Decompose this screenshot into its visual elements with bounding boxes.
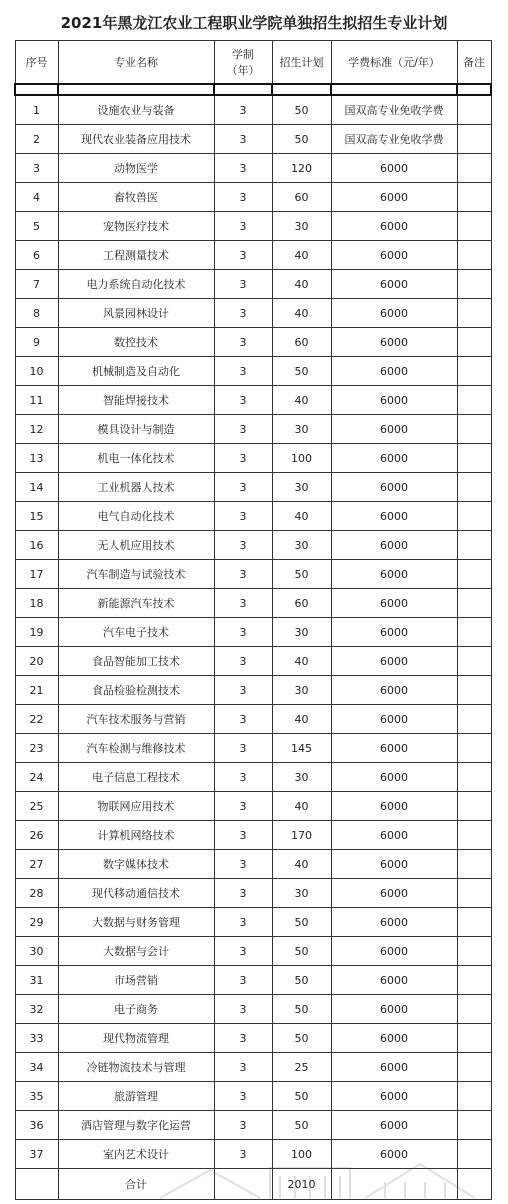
- row-years: 3: [214, 589, 272, 618]
- row-fee: 6000: [331, 502, 457, 531]
- row-plan: 30: [272, 879, 331, 908]
- row-note: [457, 1053, 491, 1082]
- table-row: [15, 125, 491, 154]
- row-years: 3: [214, 1082, 272, 1111]
- row-fee: 6000: [331, 241, 457, 270]
- row-years: 3: [214, 95, 272, 125]
- row-note: [457, 154, 491, 183]
- row-major-name: 电子信息工程技术: [58, 763, 214, 792]
- row-fee: 6000: [331, 560, 457, 589]
- row-fee: 6000: [331, 792, 457, 821]
- row-fee: 6000: [331, 676, 457, 705]
- row-note: [457, 560, 491, 589]
- row-major-name: 设施农业与装备: [58, 95, 214, 125]
- row-major-name: 汽车制造与试验技术: [58, 560, 214, 589]
- table-row: [15, 241, 491, 270]
- row-fee: 6000: [331, 995, 457, 1024]
- table-row: [15, 415, 491, 444]
- row-note: [457, 966, 491, 995]
- row-plan: 40: [272, 299, 331, 328]
- total-plan: 2010: [272, 1169, 331, 1200]
- row-plan: 170: [272, 821, 331, 850]
- row-fee: 6000: [331, 879, 457, 908]
- header-years-line2: （年）: [226, 64, 260, 77]
- header-plan: 招生计划: [272, 41, 331, 85]
- row-major-name: 电力系统自动化技术: [58, 270, 214, 299]
- page-title: 2021年黑龙江农业工程职业学院单独招生拟招生专业计划: [60, 14, 448, 32]
- table-row: [15, 937, 491, 966]
- header-note: 备注: [457, 41, 491, 85]
- row-plan: 50: [272, 937, 331, 966]
- row-fee: 6000: [331, 1053, 457, 1082]
- table-row: [15, 95, 491, 125]
- row-index: 10: [15, 357, 58, 386]
- row-fee: 6000: [331, 1111, 457, 1140]
- row-index: 14: [15, 473, 58, 502]
- table-row: [15, 763, 491, 792]
- row-fee: 6000: [331, 473, 457, 502]
- row-fee: 6000: [331, 357, 457, 386]
- row-index: 33: [15, 1024, 58, 1053]
- row-note: [457, 937, 491, 966]
- row-note: [457, 299, 491, 328]
- row-major-name: 现代物流管理: [58, 1024, 214, 1053]
- row-major-name: 机电一体化技术: [58, 444, 214, 473]
- row-fee: 6000: [331, 734, 457, 763]
- row-major-name: 旅游管理: [58, 1082, 214, 1111]
- row-major-name: 新能源汽车技术: [58, 589, 214, 618]
- row-plan: 50: [272, 966, 331, 995]
- row-plan: 50: [272, 560, 331, 589]
- spacer-cell: [15, 84, 58, 95]
- table-row: [15, 821, 491, 850]
- spacer-cell: [331, 84, 457, 95]
- row-major-name: 室内艺术设计: [58, 1140, 214, 1169]
- table-row: [15, 531, 491, 560]
- header-fee: 学费标准（元/年）: [331, 41, 457, 85]
- row-years: 3: [214, 792, 272, 821]
- spacer-cell: [214, 84, 272, 95]
- row-major-name: 数控技术: [58, 328, 214, 357]
- table-row: [15, 357, 491, 386]
- row-fee: 6000: [331, 415, 457, 444]
- row-years: 3: [214, 386, 272, 415]
- row-fee: 6000: [331, 589, 457, 618]
- row-note: [457, 357, 491, 386]
- table-row: [15, 995, 491, 1024]
- row-note: [457, 676, 491, 705]
- row-fee: 6000: [331, 618, 457, 647]
- table-row: [15, 270, 491, 299]
- row-fee: 6000: [331, 444, 457, 473]
- table-row: [15, 734, 491, 763]
- row-years: 3: [214, 531, 272, 560]
- row-plan: 30: [272, 676, 331, 705]
- table-row: [15, 908, 491, 937]
- row-years: 3: [214, 154, 272, 183]
- row-note: [457, 212, 491, 241]
- row-fee: 6000: [331, 212, 457, 241]
- table-row: [15, 1111, 491, 1140]
- row-plan: 30: [272, 212, 331, 241]
- row-major-name: 工程测量技术: [58, 241, 214, 270]
- row-years: 3: [214, 444, 272, 473]
- row-years: 3: [214, 1140, 272, 1169]
- row-major-name: 工业机器人技术: [58, 473, 214, 502]
- row-plan: 40: [272, 850, 331, 879]
- row-fee: 6000: [331, 647, 457, 676]
- row-years: 3: [214, 734, 272, 763]
- row-years: 3: [214, 879, 272, 908]
- row-note: [457, 502, 491, 531]
- table-row: [15, 560, 491, 589]
- row-major-name: 汽车技术服务与营销: [58, 705, 214, 734]
- row-index: 15: [15, 502, 58, 531]
- row-index: 26: [15, 821, 58, 850]
- table-row: [15, 386, 491, 415]
- row-fee: 6000: [331, 154, 457, 183]
- table-row: [15, 299, 491, 328]
- row-years: 3: [214, 357, 272, 386]
- row-major-name: 计算机网络技术: [58, 821, 214, 850]
- row-note: [457, 647, 491, 676]
- row-index: 34: [15, 1053, 58, 1082]
- row-plan: 50: [272, 95, 331, 125]
- row-major-name: 电气自动化技术: [58, 502, 214, 531]
- row-major-name: 数字媒体技术: [58, 850, 214, 879]
- row-index: 36: [15, 1111, 58, 1140]
- row-years: 3: [214, 1111, 272, 1140]
- row-years: 3: [214, 1024, 272, 1053]
- row-index: 35: [15, 1082, 58, 1111]
- row-plan: 30: [272, 531, 331, 560]
- row-index: 3: [15, 154, 58, 183]
- table-row: [15, 444, 491, 473]
- row-major-name: 汽车检测与维修技术: [58, 734, 214, 763]
- row-major-name: 大数据与会计: [58, 937, 214, 966]
- row-fee: 6000: [331, 705, 457, 734]
- table-row: [15, 502, 491, 531]
- row-plan: 50: [272, 1082, 331, 1111]
- row-years: 3: [214, 415, 272, 444]
- row-note: [457, 763, 491, 792]
- table-row: [15, 879, 491, 908]
- header-years-line1: 学制: [232, 48, 254, 61]
- row-index: 28: [15, 879, 58, 908]
- row-major-name: 汽车电子技术: [58, 618, 214, 647]
- row-plan: 40: [272, 241, 331, 270]
- row-years: 3: [214, 676, 272, 705]
- row-note: [457, 328, 491, 357]
- row-fee: 6000: [331, 299, 457, 328]
- row-fee: 6000: [331, 1082, 457, 1111]
- row-index: 20: [15, 647, 58, 676]
- row-note: [457, 618, 491, 647]
- table-row: [15, 618, 491, 647]
- row-plan: 40: [272, 792, 331, 821]
- row-years: 3: [214, 183, 272, 212]
- header-row: [15, 41, 491, 85]
- row-note: [457, 705, 491, 734]
- row-index: 31: [15, 966, 58, 995]
- row-plan: 100: [272, 1140, 331, 1169]
- campus-building-watermark: [150, 1150, 490, 1200]
- row-index: 2: [15, 125, 58, 154]
- row-note: [457, 95, 491, 125]
- row-years: 3: [214, 473, 272, 502]
- row-fee: 6000: [331, 763, 457, 792]
- row-years: 3: [214, 241, 272, 270]
- row-index: 4: [15, 183, 58, 212]
- spacer-cell: [272, 84, 331, 95]
- row-major-name: 食品检验检测技术: [58, 676, 214, 705]
- row-note: [457, 1082, 491, 1111]
- row-index: 1: [15, 95, 58, 125]
- row-note: [457, 850, 491, 879]
- row-fee: 6000: [331, 850, 457, 879]
- row-note: [457, 415, 491, 444]
- total-index-cell: [15, 1169, 58, 1200]
- table-row: [15, 705, 491, 734]
- table-row: [15, 792, 491, 821]
- row-years: 3: [214, 937, 272, 966]
- row-years: 3: [214, 705, 272, 734]
- row-years: 3: [214, 125, 272, 154]
- row-plan: 145: [272, 734, 331, 763]
- row-years: 3: [214, 647, 272, 676]
- row-plan: 40: [272, 386, 331, 415]
- row-years: 3: [214, 560, 272, 589]
- table-row: [15, 1082, 491, 1111]
- row-years: 3: [214, 850, 272, 879]
- row-plan: 40: [272, 270, 331, 299]
- row-years: 3: [214, 212, 272, 241]
- row-index: 9: [15, 328, 58, 357]
- row-index: 6: [15, 241, 58, 270]
- row-major-name: 大数据与财务管理: [58, 908, 214, 937]
- row-years: 3: [214, 270, 272, 299]
- row-index: 32: [15, 995, 58, 1024]
- row-index: 19: [15, 618, 58, 647]
- row-plan: 60: [272, 328, 331, 357]
- row-note: [457, 531, 491, 560]
- row-plan: 120: [272, 154, 331, 183]
- row-plan: 30: [272, 763, 331, 792]
- table-row: [15, 966, 491, 995]
- row-index: 37: [15, 1140, 58, 1169]
- row-major-name: 无人机应用技术: [58, 531, 214, 560]
- row-note: [457, 183, 491, 212]
- row-years: 3: [214, 966, 272, 995]
- table-row: [15, 676, 491, 705]
- header-spacer-row: [15, 84, 491, 95]
- enrollment-plan-table: [14, 40, 492, 1200]
- row-fee: 6000: [331, 183, 457, 212]
- row-note: [457, 792, 491, 821]
- row-note: [457, 473, 491, 502]
- row-index: 12: [15, 415, 58, 444]
- table-row: [15, 1053, 491, 1082]
- row-plan: 60: [272, 183, 331, 212]
- row-note: [457, 821, 491, 850]
- header-index: 序号: [15, 41, 58, 85]
- table-row: [15, 154, 491, 183]
- row-fee: 国双高专业免收学费: [331, 125, 457, 154]
- table-row: [15, 183, 491, 212]
- row-note: [457, 125, 491, 154]
- row-index: 11: [15, 386, 58, 415]
- row-fee: 6000: [331, 270, 457, 299]
- row-years: 3: [214, 299, 272, 328]
- table-row: [15, 589, 491, 618]
- row-fee: 6000: [331, 1140, 457, 1169]
- row-index: 24: [15, 763, 58, 792]
- row-index: 29: [15, 908, 58, 937]
- row-major-name: 食品智能加工技术: [58, 647, 214, 676]
- row-note: [457, 908, 491, 937]
- row-major-name: 现代农业装备应用技术: [58, 125, 214, 154]
- row-index: 17: [15, 560, 58, 589]
- row-years: 3: [214, 821, 272, 850]
- row-fee: 6000: [331, 328, 457, 357]
- row-major-name: 畜牧兽医: [58, 183, 214, 212]
- row-years: 3: [214, 502, 272, 531]
- table-row: [15, 647, 491, 676]
- table-row: [15, 473, 491, 502]
- row-plan: 50: [272, 1024, 331, 1053]
- row-years: 3: [214, 763, 272, 792]
- table-row: [15, 850, 491, 879]
- row-plan: 40: [272, 502, 331, 531]
- row-index: 8: [15, 299, 58, 328]
- row-note: [457, 995, 491, 1024]
- table-row: [15, 328, 491, 357]
- row-major-name: 模具设计与制造: [58, 415, 214, 444]
- table-row: [15, 212, 491, 241]
- row-plan: 40: [272, 705, 331, 734]
- row-plan: 50: [272, 995, 331, 1024]
- row-index: 16: [15, 531, 58, 560]
- row-plan: 100: [272, 444, 331, 473]
- total-label: 合计: [58, 1169, 214, 1200]
- row-index: 18: [15, 589, 58, 618]
- row-note: [457, 444, 491, 473]
- row-plan: 50: [272, 125, 331, 154]
- row-index: 5: [15, 212, 58, 241]
- row-plan: 50: [272, 908, 331, 937]
- row-note: [457, 589, 491, 618]
- row-note: [457, 879, 491, 908]
- row-index: 22: [15, 705, 58, 734]
- row-major-name: 智能焊接技术: [58, 386, 214, 415]
- row-plan: 40: [272, 647, 331, 676]
- row-years: 3: [214, 1053, 272, 1082]
- row-major-name: 风景园林设计: [58, 299, 214, 328]
- row-major-name: 物联网应用技术: [58, 792, 214, 821]
- row-major-name: 市场营销: [58, 966, 214, 995]
- row-fee: 6000: [331, 1024, 457, 1053]
- row-plan: 50: [272, 1111, 331, 1140]
- row-fee: 6000: [331, 966, 457, 995]
- row-years: 3: [214, 618, 272, 647]
- header-major: 专业名称: [58, 41, 214, 85]
- row-fee: 6000: [331, 908, 457, 937]
- row-plan: 50: [272, 357, 331, 386]
- row-years: 3: [214, 328, 272, 357]
- table-row: [15, 1024, 491, 1053]
- row-index: 23: [15, 734, 58, 763]
- row-major-name: 动物医学: [58, 154, 214, 183]
- row-plan: 30: [272, 473, 331, 502]
- row-index: 25: [15, 792, 58, 821]
- row-fee: 6000: [331, 821, 457, 850]
- row-index: 30: [15, 937, 58, 966]
- row-major-name: 宠物医疗技术: [58, 212, 214, 241]
- row-major-name: 冷链物流技术与管理: [58, 1053, 214, 1082]
- table-body: [15, 95, 491, 1169]
- row-index: 21: [15, 676, 58, 705]
- row-note: [457, 241, 491, 270]
- row-note: [457, 386, 491, 415]
- row-fee: 6000: [331, 937, 457, 966]
- row-note: [457, 1024, 491, 1053]
- row-note: [457, 1111, 491, 1140]
- row-index: 7: [15, 270, 58, 299]
- row-plan: 25: [272, 1053, 331, 1082]
- row-years: 3: [214, 908, 272, 937]
- row-major-name: 电子商务: [58, 995, 214, 1024]
- row-note: [457, 734, 491, 763]
- row-fee: 6000: [331, 531, 457, 560]
- row-note: [457, 270, 491, 299]
- row-plan: 30: [272, 618, 331, 647]
- spacer-cell: [457, 84, 491, 95]
- row-index: 27: [15, 850, 58, 879]
- row-years: 3: [214, 995, 272, 1024]
- row-major-name: 现代移动通信技术: [58, 879, 214, 908]
- row-plan: 30: [272, 415, 331, 444]
- row-fee: 6000: [331, 386, 457, 415]
- spacer-cell: [58, 84, 214, 95]
- row-index: 13: [15, 444, 58, 473]
- row-fee: 国双高专业免收学费: [331, 95, 457, 125]
- row-plan: 60: [272, 589, 331, 618]
- header-years: [214, 41, 272, 85]
- row-major-name: 机械制造及自动化: [58, 357, 214, 386]
- row-major-name: 酒店管理与数字化运营: [58, 1111, 214, 1140]
